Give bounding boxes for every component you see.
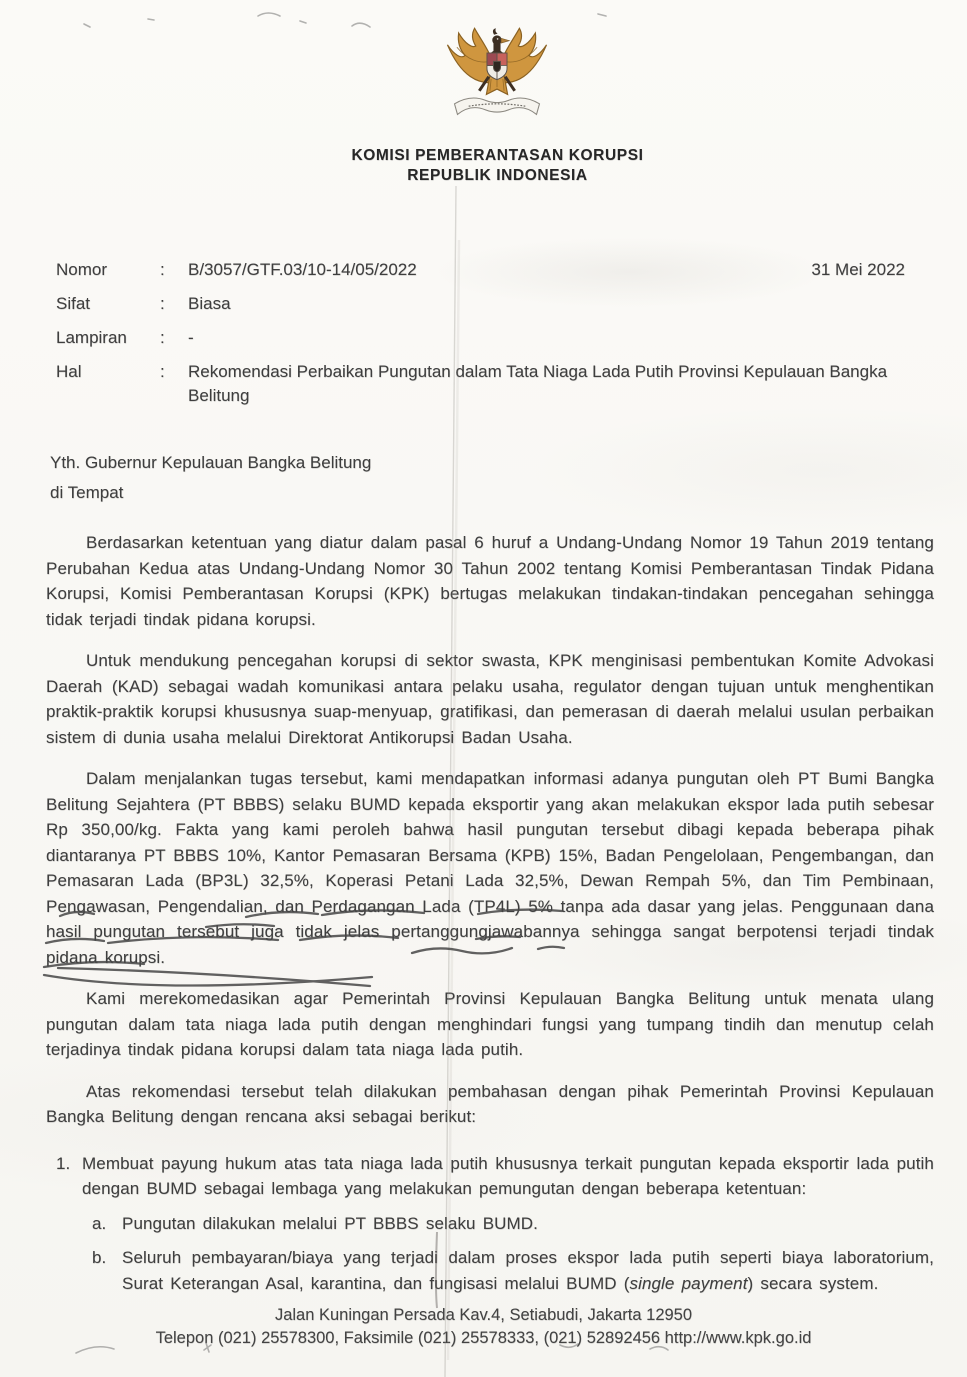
meta-label: Nomor: [56, 260, 108, 279]
letter-number: B/3057/GTF.03/10-14/05/2022: [188, 260, 417, 279]
list-item-text: Membuat payung hukum atas tata niaga lada putih khususnya terkait pungutan kepada eksportir lada putih dengan BUMD sebagai lembaga yang melakukan pemungutan dengan beberapa ketentuan:: [82, 1153, 934, 1198]
meta-row-sifat: [56, 292, 907, 316]
meta-label: Hal: [56, 362, 82, 381]
garuda-pancasila-emblem-icon: [438, 24, 556, 140]
letter-attachment: -: [188, 328, 194, 347]
list-subitem-letter: b.: [92, 1248, 107, 1267]
meta-separator: :: [160, 260, 165, 279]
body-paragraph-4: Kami merekomedasikan agar Pemerintah Provinsi Kepulauan Bangka Belitung untuk menata ulang pungutan dalam tata niaga lada putih dengan menghindari fungsi yang tumpang tindih dan menutup celah terjadinya tindak pidana korupsi dalam tata niaga lada putih.: [46, 989, 934, 1059]
list-item-1: [46, 1151, 934, 1202]
recipient-name: Yth. Gubernur Kepulauan Bangka Belitung: [50, 453, 372, 472]
meta-row-lampiran: [56, 326, 907, 350]
body-paragraph-2: Untuk mendukung pencegahan korupsi di sektor swasta, KPK menginisasi pembentukan Komite Advokasi Daerah (KAD) sebagai wadah komunikasi antara pelaku usaha, regulator dengan tujuan untuk menghentikan praktik-praktik korupsi khususnya suap-menyuap, gratifikasi, dan pemerasan di daerah melalui usulan perbaikan sistem di dunia usaha melalui Direktorat Antikorupsi Badan Usaha.: [46, 651, 934, 747]
meta-separator: :: [160, 294, 165, 313]
list-subitem-text: Pungutan dilakukan melalui PT BBBS selaku BUMD.: [122, 1213, 538, 1233]
footer-contact: Telepon (021) 25578300, Faksimile (021) 25578333, (021) 52892456 http://www.kpk.go.id: [155, 1329, 812, 1347]
letter-nature: Biasa: [188, 294, 231, 313]
letterhead: [0, 146, 967, 186]
list-subitem-letter: a.: [92, 1213, 107, 1233]
meta-row-hal: [56, 360, 907, 408]
meta-label: Sifat: [56, 294, 91, 313]
letter-body: [46, 530, 934, 1296]
letter-subject: Rekomendasi Perbaikan Pungutan dalam Tata Niaga Lada Putih Provinsi Kepulauan Bangka Belitung: [188, 362, 888, 405]
body-paragraph-5: Atas rekomendasi tersebut telah dilakukan pembahasan dengan pihak Pemerintah Provinsi Kepulauan Bangka Belitung dengan rencana aksi sebagai berikut:: [46, 1081, 934, 1126]
meta-label: Lampiran: [56, 328, 127, 347]
meta-separator: :: [160, 328, 165, 347]
recipient-block: [50, 448, 371, 508]
list-subitem-a: [46, 1211, 934, 1237]
org-name-line2: REPUBLIK INDONESIA: [407, 167, 588, 184]
subitem-b-text-end: ) secara system.: [747, 1273, 879, 1293]
body-paragraph-3: Dalam menjalankan tugas tersebut, kami mendapatkan informasi adanya pungutan oleh PT Bumi Bangka Belitung Sejahtera (PT BBBS) selaku BUMD kepada eksportir yang akan melakukan ekspor lada putih sebesar Rp 350,00/kg. Fakta yang kami peroleh bahwa hasil pungutan tersebut dibagi kepada beberapa pihak diantaranya PT BBBS 10%, Kantor Pemasaran Bersama (KPB) 15%, Badan Pengelolaan, Pengembangan, dan Pemasaran Lada (BP3L) 32,5%, Koperasi Petani Lada 32,5%, Dewan Rempah 5%, dan Tim Pembinaan, Pengawasan, Pengendalian, dan Perdagangan Lada (TP4L) 5% tanpa ada dasar yang jelas. Penggunaan dana hasil pungutan tersebut juga tidak jelas pertanggungjawabannya sehingga sangat berpotensi terjadi tindak pidana korupsi.: [46, 769, 934, 967]
org-name-line1: KOMISI PEMBERANTASAN KORUPSI: [351, 147, 644, 164]
recipient-place: di Tempat: [50, 483, 124, 502]
letter-meta: [56, 258, 907, 418]
letter-date: 31 Mei 2022: [811, 260, 905, 279]
list-item-number: 1.: [56, 1153, 71, 1173]
footer-address: Jalan Kuningan Persada Kav.4, Setiabudi, Jakarta 12950: [274, 1306, 693, 1324]
action-plan-list: [46, 1151, 934, 1297]
list-subitem-text: [122, 1245, 934, 1296]
meta-separator: :: [160, 362, 165, 381]
list-subitem-b: [46, 1245, 934, 1296]
letter-footer: [0, 1304, 967, 1350]
meta-row-nomor: [56, 258, 907, 282]
body-paragraph-1: Berdasarkan ketentuan yang diatur dalam pasal 6 huruf a Undang-Undang Nomor 19 Tahun 2019 tentang Perubahan Kedua atas Undang-Undang Nomor 30 Tahun 2002 tentang Komisi Pemberantasan Tindak Pidana Korupsi, Komisi Pemberantasan Korupsi (KPK) bertugas melakukan tindakan-tindakan pencegahan sehingga tidak terjadi tindak pidana korupsi.: [46, 533, 934, 629]
subitem-b-italic-term: single payment: [629, 1273, 748, 1293]
subitem-b-text-start: Seluruh pembayaran/biaya yang terjadi dalam proses ekspor lada putih seperti biaya laboratorium, Surat Keterangan Asal, karantina, dan fungisasi melalui BUMD (: [122, 1248, 934, 1293]
